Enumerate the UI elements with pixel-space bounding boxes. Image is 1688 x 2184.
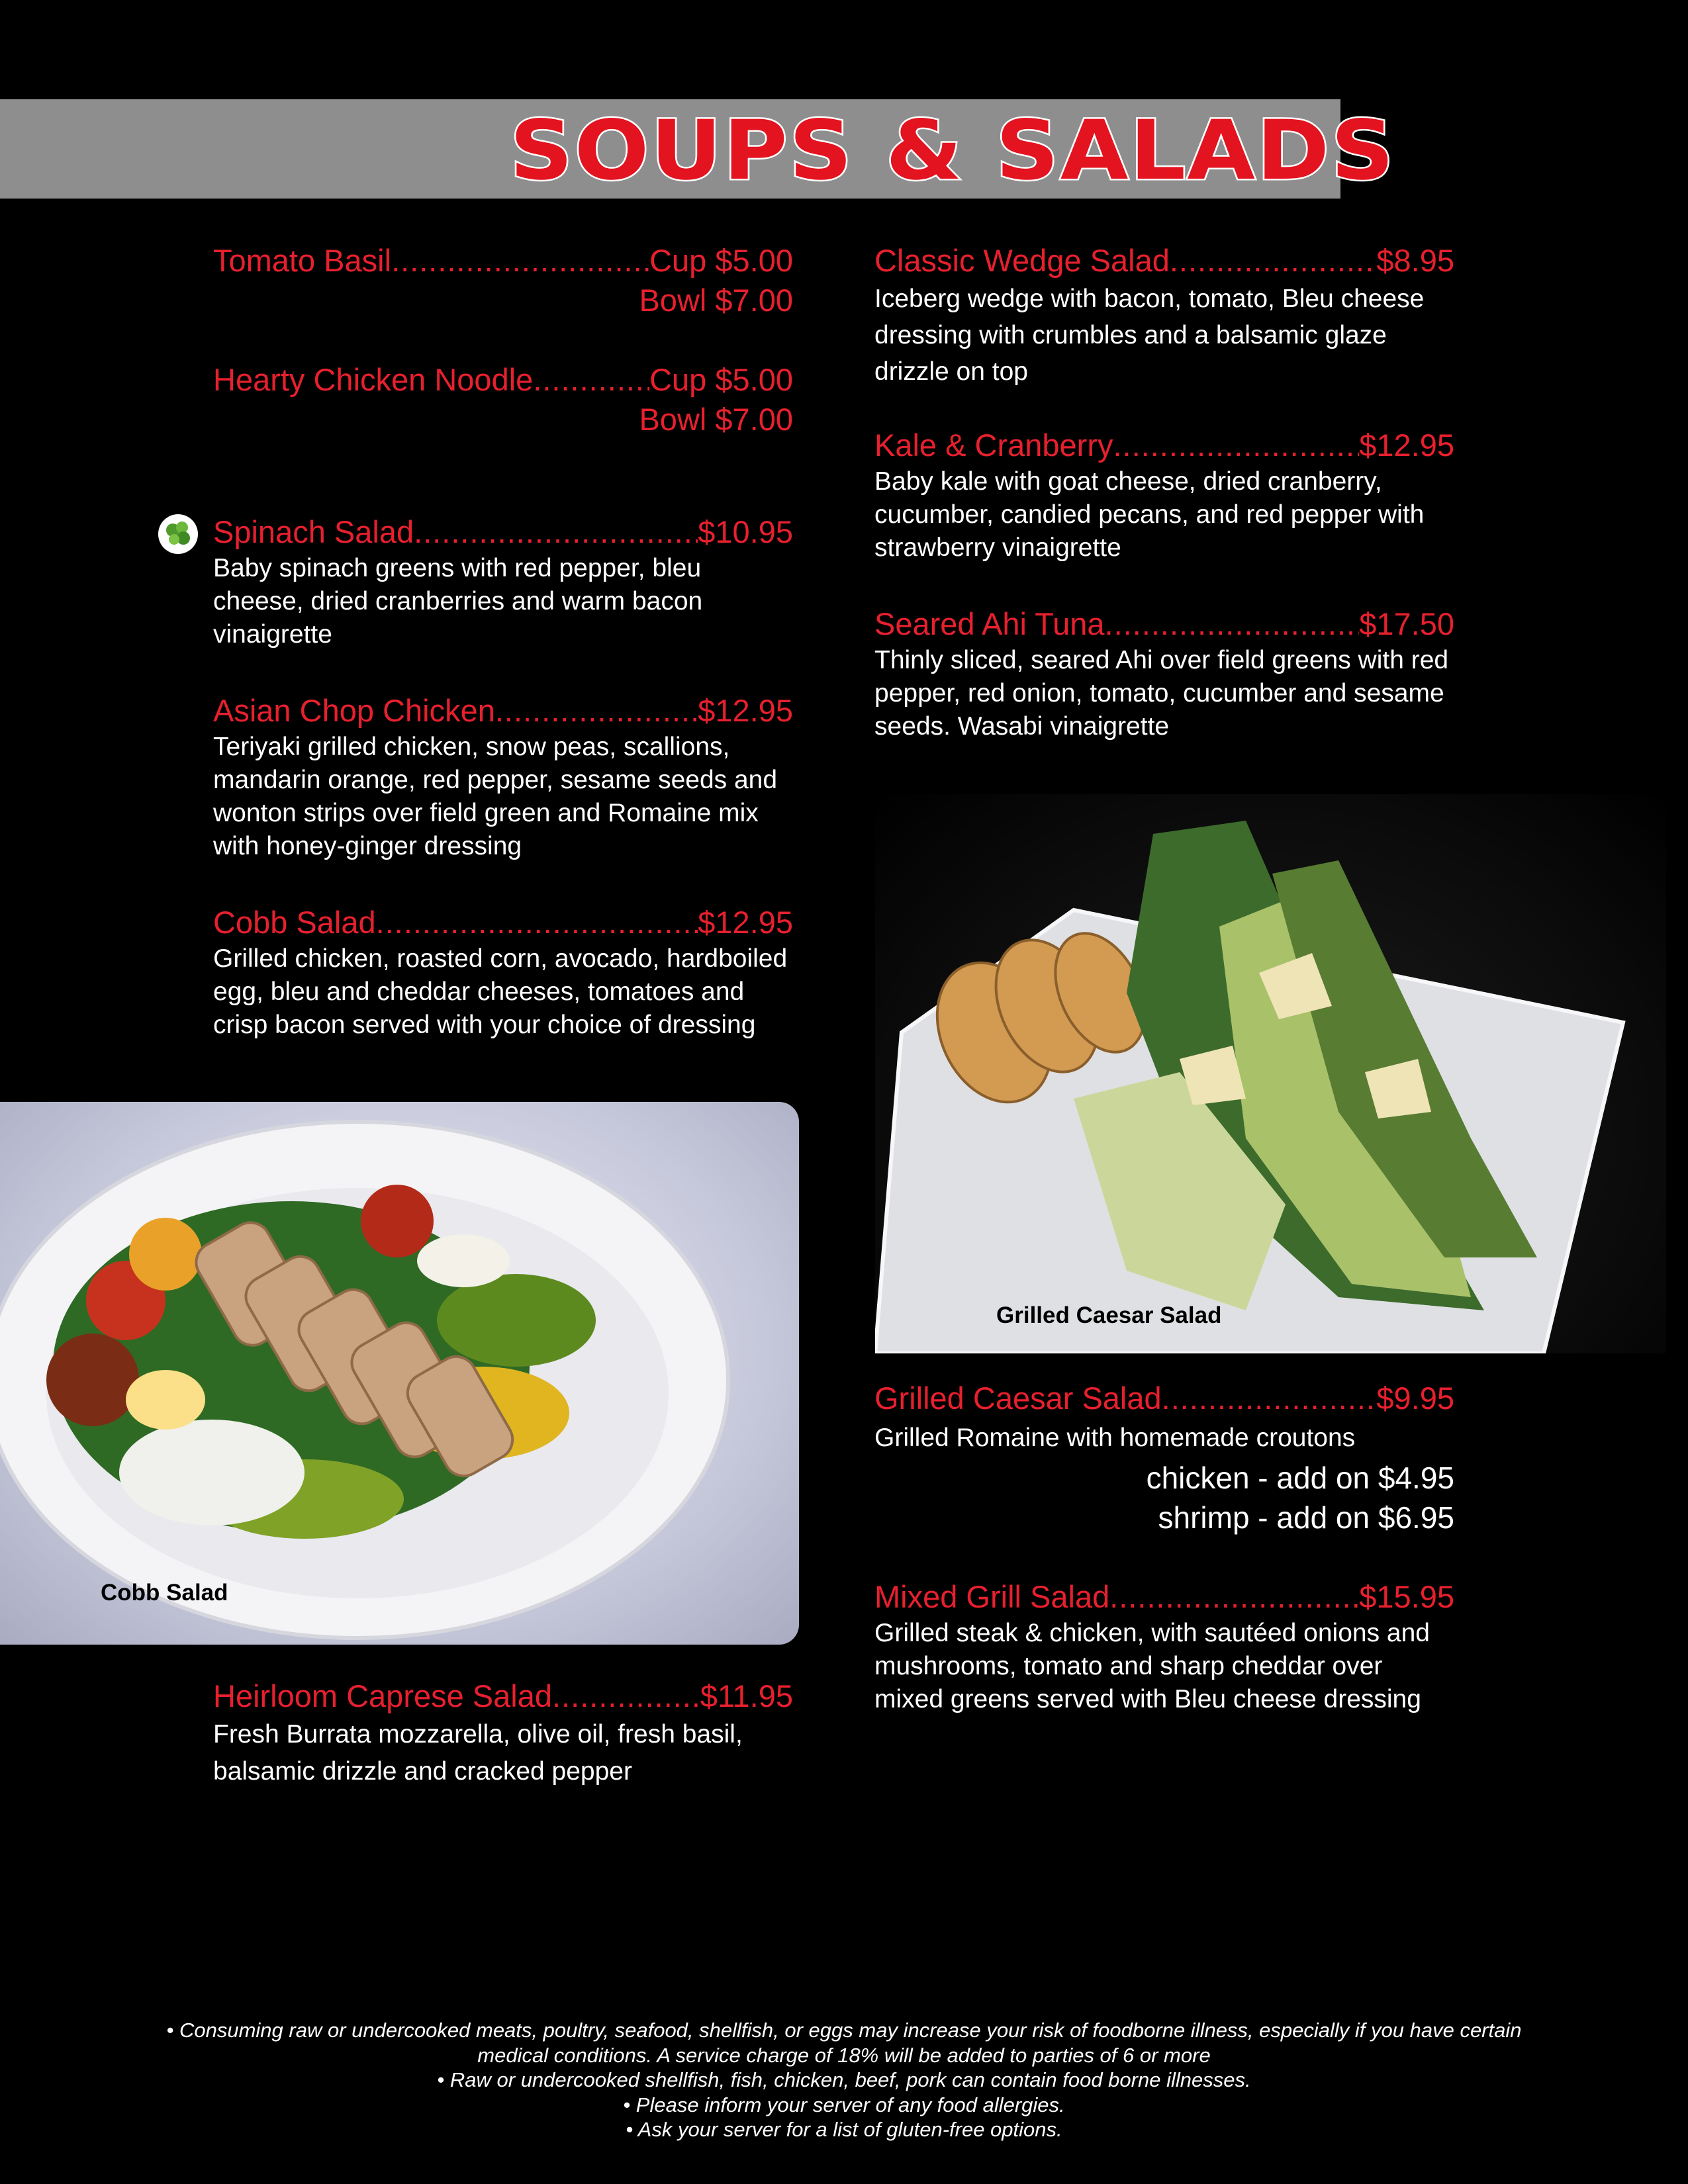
item-description: Grilled steak & chicken, with sautéed onions and mushrooms, tomato and sharp cheddar over mixed greens served with Bleu cheese dressing <box>874 1619 1430 1713</box>
menu-item-kale-cranberry <box>874 426 1454 565</box>
item-name: Cobb Salad <box>213 905 376 940</box>
leader-dots <box>1113 426 1360 465</box>
footer-note-allergies: • Please inform your server of any food allergies. <box>623 2093 1065 2116</box>
cobb-salad-photo <box>0 1102 799 1645</box>
footer-note-raw-food-warning: • Consuming raw or undercooked meats, poultry, seafood, shellfish, or eggs may increase your risk of foodborne illness, especially if you have certain <box>166 2019 1522 2042</box>
item-price: Cup $5.00 <box>649 243 793 278</box>
menu-item-cobb-salad <box>213 903 793 1042</box>
item-name: Kale & Cranberry <box>874 428 1113 463</box>
menu-item-hearty-chicken-noodle <box>213 360 793 439</box>
menu-item-mixed-grill-salad <box>874 1577 1454 1716</box>
item-price: $12.95 <box>698 905 793 940</box>
leader-dots <box>1170 241 1377 281</box>
leader-dots <box>1109 1577 1359 1617</box>
item-price: $11.95 <box>700 1678 793 1713</box>
leader-dots <box>1162 1379 1377 1418</box>
item-description: Fresh Burrata mozzarella, olive oil, fresh basil, balsamic drizzle and cracked pepper <box>213 1720 743 1786</box>
item-description: Baby spinach greens with red pepper, bleu cheese, dried cranberries and warm bacon vinaigrette <box>213 554 703 649</box>
menu-item-heirloom-caprese-salad <box>213 1676 793 1790</box>
leader-dots <box>495 691 698 731</box>
item-name: Mixed Grill Salad <box>874 1579 1110 1614</box>
menu-item-tomato-basil <box>213 241 793 320</box>
item-price: $8.95 <box>1376 243 1454 278</box>
menu-item-spinach-salad <box>213 512 793 651</box>
item-name: Tomato Basil <box>213 243 392 278</box>
cobb-salad-illustration <box>0 1102 799 1645</box>
cobb-salad-caption: Cobb Salad <box>101 1580 228 1606</box>
item-price: $17.50 <box>1359 606 1454 641</box>
item-price-bowl: Bowl $7.00 <box>639 283 793 318</box>
grilled-caesar-photo <box>875 794 1666 1353</box>
page-title: SOUPS & SALADS <box>510 103 1396 199</box>
menu-item-asian-chop-chicken <box>213 691 793 863</box>
item-price: Cup $5.00 <box>649 362 793 397</box>
addon-shrimp: shrimp - add on $6.95 <box>1158 1500 1454 1535</box>
vegetarian-icon <box>157 513 199 555</box>
item-name: Hearty Chicken Noodle <box>213 362 534 397</box>
addon-chicken: chicken - add on $4.95 <box>1146 1461 1454 1495</box>
leader-dots <box>1105 604 1360 644</box>
item-name: Asian Chop Chicken <box>213 693 495 728</box>
footer-note-shellfish-warning: • Raw or undercooked shellfish, fish, chicken, beef, pork can contain food borne illnesses. <box>437 2068 1251 2091</box>
item-description: Thinly sliced, seared Ahi over field greens with red pepper, red onion, tomato, cucumber and sesame seeds. Wasabi vinaigrette <box>874 646 1449 741</box>
item-description: Iceberg wedge with bacon, tomato, Bleu cheese dressing with crumbles and a balsamic glaze drizzle on top <box>874 285 1425 386</box>
footer-note-service-charge: medical conditions. A service charge of 18% will be added to parties of 6 or more <box>477 2044 1211 2067</box>
item-price: $15.95 <box>1359 1579 1454 1614</box>
leader-dots <box>533 360 649 400</box>
item-description: Grilled chicken, roasted corn, avocado, hardboiled egg, bleu and cheddar cheeses, tomatoes and crisp bacon served with your choice of dressing <box>213 944 788 1039</box>
menu-item-classic-wedge-salad <box>874 241 1454 390</box>
item-price: $10.95 <box>698 514 793 549</box>
item-price: $12.95 <box>698 693 793 728</box>
leader-dots <box>376 903 698 942</box>
item-name: Spinach Salad <box>213 514 414 549</box>
item-description: Baby kale with goat cheese, dried cranberry, cucumber, candied pecans, and red pepper with strawberry vinaigrette <box>874 467 1425 562</box>
item-name: Seared Ahi Tuna <box>874 606 1105 641</box>
menu-item-grilled-caesar-salad <box>874 1379 1454 1537</box>
item-description: Grilled Romaine with homemade croutons <box>874 1424 1356 1452</box>
item-name: Classic Wedge Salad <box>874 243 1170 278</box>
item-name: Grilled Caesar Salad <box>874 1381 1162 1416</box>
item-name: Heirloom Caprese Salad <box>213 1678 553 1713</box>
menu-item-seared-ahi-tuna <box>874 604 1454 743</box>
item-description: Teriyaki grilled chicken, snow peas, scallions, mandarin orange, red pepper, sesame seeds and wonton strips over field green and Romaine mix with honey-ginger dressing <box>213 733 778 860</box>
leader-dots <box>414 512 698 552</box>
leader-dots <box>391 241 649 281</box>
item-price: $12.95 <box>1359 428 1454 463</box>
footer-note-gluten-free: • Ask your server for a list of gluten-free options. <box>626 2118 1062 2141</box>
item-price: $9.95 <box>1376 1381 1454 1416</box>
grilled-caesar-illustration <box>875 794 1666 1353</box>
item-price-bowl: Bowl $7.00 <box>639 402 793 437</box>
leader-dots <box>552 1676 700 1716</box>
grilled-caesar-caption: Grilled Caesar Salad <box>996 1302 1222 1328</box>
